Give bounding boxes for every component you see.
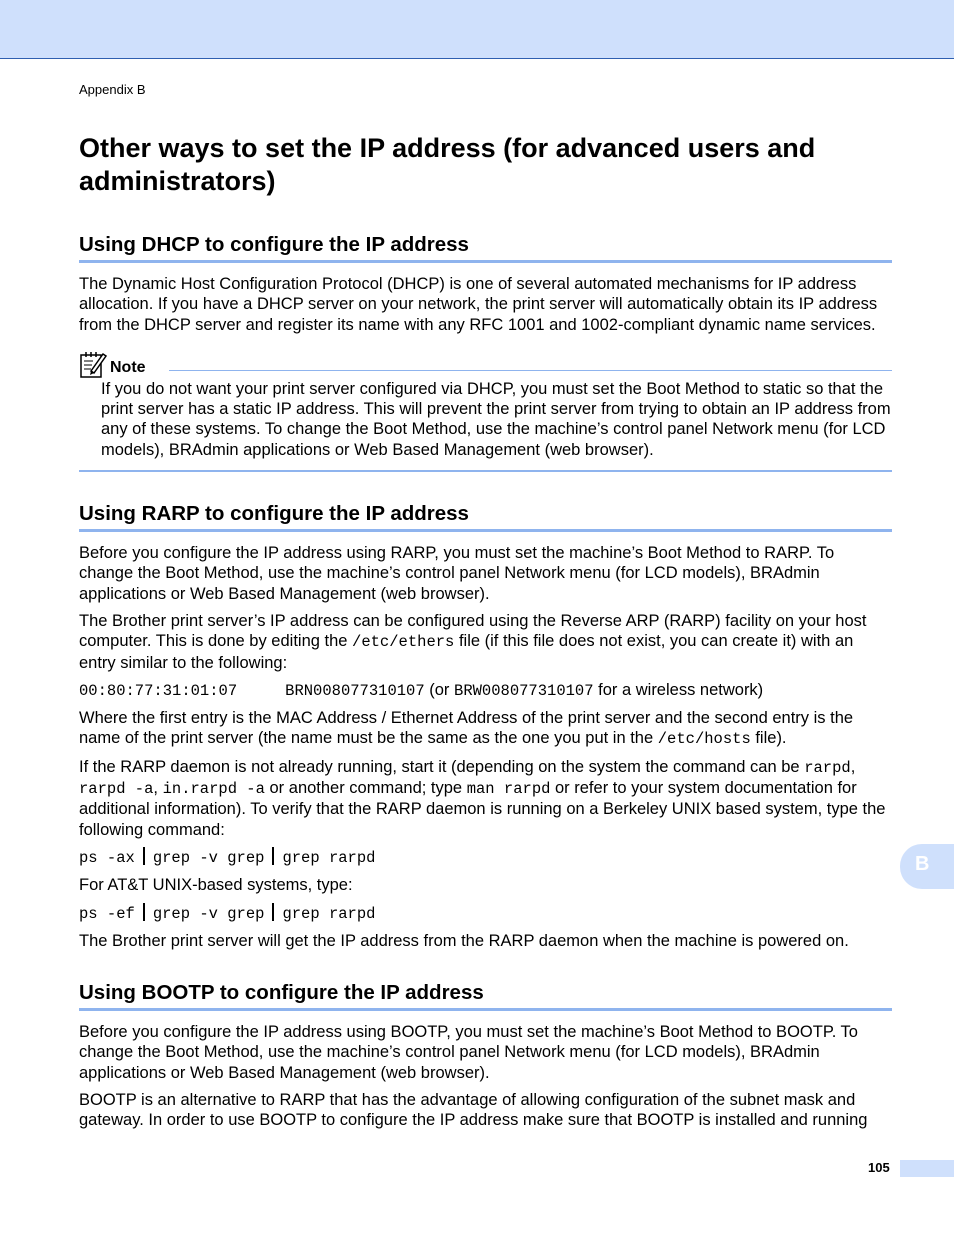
etc-ethers-code: /etc/ethers (352, 633, 455, 652)
note-divider (169, 370, 892, 371)
rarp-paragraph-1: Before you configure the IP address using RARP, you must set the machine’s Boot Method to RARP. To change the Boot Method, use the machine’s control panel Network menu (for LCD models), BRAdmin applications or Web Based Management (web browser). (79, 544, 835, 603)
bootp-paragraph-1: Before you configure the IP address using BOOTP, you must set the machine’s Boot Method to BOOTP. To change the Boot Method, use the machine’s control panel Network menu (for LCD models), BRAdmin applications or Web Based Management (web browser). (79, 1023, 858, 1082)
rarp-paragraph-3: Where the first entry is the MAC Address / Ethernet Address of the print server and the second entry is the name of the print server (the name must be the same as the one you put in the /etc/hosts file). (79, 709, 854, 749)
page-content (79, 132, 892, 1131)
appendix-side-tab: B (900, 844, 954, 889)
mac-node-name: BRN008077310107 (285, 681, 425, 700)
note-pencil-icon (79, 351, 107, 379)
page-title: Other ways to set the IP address (for advanced users and administrators) (79, 133, 816, 196)
etc-hosts-code: /etc/hosts (657, 730, 751, 749)
rarp-paragraph-2: The Brother print server’s IP address can be configured using the Reverse ARP (RARP) facility on your host computer. This is done by editing the /etc/ethers file (if this file does not exist, you can create it) with an entry similar to the following: (79, 611, 867, 672)
section-heading-rarp: Using RARP to configure the IP address (79, 502, 892, 532)
bootp-paragraph-2: BOOTP is an alternative to RARP that has the advantage of allowing configuration of the subnet mask and gateway. In order to use BOOTP to configure the IP address make sure that BOOTP is installed and running (79, 1091, 868, 1130)
mac-address: 00:80:77:31:01:07 (79, 681, 238, 700)
command-att: ps -ef grep -v grep grep rarpd (79, 904, 376, 923)
rarp-paragraph-5: The Brother print server will get the IP address from the RARP daemon when the machine is powered on. (79, 931, 849, 950)
rarp-paragraph-4: If the RARP daemon is not already running, start it (depending on the system the command can be rarpd, rarpd -a, in.rarpd -a or another command; type man rarpd or refer to your system documentation for additional information). To verify that the RARP daemon is running on a Berkeley UNIX based system, type the following command: (79, 757, 886, 839)
mac-wireless-name: BRW008077310107 (454, 681, 594, 700)
note-text: If you do not want your print server configured via DHCP, you must set the Boot Method to static so that the print server has a static IP address. This will prevent the print server from trying to obtain an IP address from any of these systems. To change the Boot Method, use the machine’s control panel Network menu (for LCD models), BRAdmin applications or Web Based Management (web browser). (101, 379, 891, 459)
page-number-bar (900, 1160, 954, 1177)
header-band (0, 0, 954, 59)
note-box (79, 355, 892, 472)
command-bsd: ps -ax grep -v grep grep rarpd (79, 848, 376, 867)
section-heading-dhcp: Using DHCP to configure the IP address (79, 233, 892, 263)
dhcp-paragraph: The Dynamic Host Configuration Protocol (DHCP) is one of several automated mechanisms for IP address allocation. If you have a DHCP server on your network, the print server will automatically obtain its IP address from the DHCP server and register its name with any RFC 1001 and 1002-compliant dynamic name services. (79, 275, 878, 334)
mac-entry-line: 00:80:77:31:01:07 BRN008077310107 (or BRW008077310107 for a wireless network) (79, 680, 764, 700)
note-label: Note (110, 358, 146, 376)
page-number: 105 (868, 1160, 890, 1175)
breadcrumb: Appendix B (79, 82, 146, 97)
att-paragraph: For AT&T UNIX-based systems, type: (79, 876, 353, 895)
section-heading-bootp: Using BOOTP to configure the IP address (79, 981, 892, 1011)
